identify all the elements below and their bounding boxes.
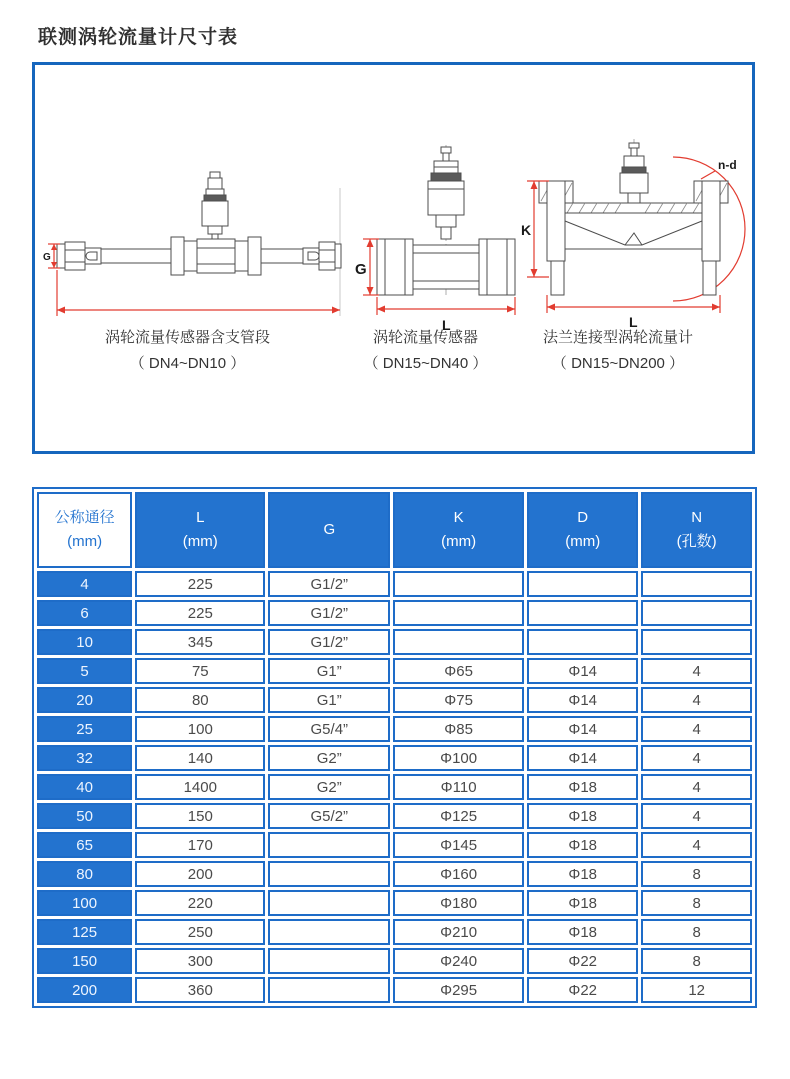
column-header: 公称通径 (mm) xyxy=(37,492,132,568)
table-cell: G1” xyxy=(268,658,390,684)
table-row xyxy=(37,571,752,597)
row-header-dn: 10 xyxy=(37,629,132,655)
table-cell: Φ295 xyxy=(393,977,524,1003)
table-cell: 250 xyxy=(135,919,265,945)
column-header: D (mm) xyxy=(527,492,638,568)
table-cell: Φ65 xyxy=(393,658,524,684)
table-row xyxy=(37,861,752,887)
table-row xyxy=(37,629,752,655)
caption-text: 涡轮流量传感器含支管段 xyxy=(104,329,270,346)
table-cell: 150 xyxy=(135,803,265,829)
table-cell: Φ75 xyxy=(393,687,524,713)
table-header xyxy=(37,492,752,568)
table-cell: Φ160 xyxy=(393,861,524,887)
table-cell: Φ180 xyxy=(393,890,524,916)
figure-box xyxy=(32,62,755,454)
table-cell: 4 xyxy=(641,658,752,684)
dim-label-l: L xyxy=(629,314,638,329)
table-cell xyxy=(641,629,752,655)
table-cell: G2” xyxy=(268,745,390,771)
table-cell xyxy=(268,832,390,858)
column-header: K (mm) xyxy=(393,492,524,568)
figure-turbine-sensor xyxy=(355,143,537,333)
table-row xyxy=(37,687,752,713)
row-header-dn: 4 xyxy=(37,571,132,597)
table-cell: 4 xyxy=(641,832,752,858)
table-cell: 80 xyxy=(135,687,265,713)
caption-text: 涡轮流量传感器 xyxy=(372,329,478,346)
dim-label-k: K xyxy=(521,222,532,238)
table-cell: 140 xyxy=(135,745,265,771)
table-row xyxy=(37,600,752,626)
caption-range: （ DN4~DN10 ） xyxy=(129,355,246,372)
table-cell: Φ18 xyxy=(527,919,638,945)
row-header-dn: 65 xyxy=(37,832,132,858)
table-cell: Φ18 xyxy=(527,774,638,800)
table-cell: G5/2” xyxy=(268,803,390,829)
table-cell: 345 xyxy=(135,629,265,655)
table-cell: Φ14 xyxy=(527,745,638,771)
figure-caption-sensor xyxy=(323,325,528,377)
table-row xyxy=(37,832,752,858)
table-cell: 360 xyxy=(135,977,265,1003)
row-header-dn: 40 xyxy=(37,774,132,800)
table-cell: Φ210 xyxy=(393,919,524,945)
page-title: 联测涡轮流量计尺寸表 xyxy=(38,27,239,48)
table-cell: 225 xyxy=(135,571,265,597)
table-cell xyxy=(641,600,752,626)
table-cell: G2” xyxy=(268,774,390,800)
table-row xyxy=(37,919,752,945)
table-cell: 225 xyxy=(135,600,265,626)
row-header-dn: 6 xyxy=(37,600,132,626)
table-cell: 8 xyxy=(641,861,752,887)
table-cell xyxy=(268,861,390,887)
table-cell: Φ110 xyxy=(393,774,524,800)
table-cell: Φ18 xyxy=(527,890,638,916)
figure-caption-flange xyxy=(503,325,733,377)
table-cell: 75 xyxy=(135,658,265,684)
table-cell: 4 xyxy=(641,803,752,829)
caption-range: （ DN15~DN40 ） xyxy=(363,355,488,372)
table-cell: 4 xyxy=(641,774,752,800)
table-cell: Φ14 xyxy=(527,687,638,713)
dim-label-g: G xyxy=(43,252,51,263)
table-row xyxy=(37,977,752,1003)
figure-flange-flowmeter xyxy=(521,137,749,329)
column-header: G xyxy=(268,492,390,568)
table-cell: 170 xyxy=(135,832,265,858)
row-header-dn: 20 xyxy=(37,687,132,713)
row-header-dn: 200 xyxy=(37,977,132,1003)
figure-caption-branch-pipe xyxy=(35,325,340,377)
table-cell: 12 xyxy=(641,977,752,1003)
table-cell: G1/2” xyxy=(268,571,390,597)
table-cell xyxy=(527,600,638,626)
table-cell: 8 xyxy=(641,890,752,916)
table-cell: G1” xyxy=(268,687,390,713)
table-cell: 4 xyxy=(641,716,752,742)
table-cell: 100 xyxy=(135,716,265,742)
table-cell: 1400 xyxy=(135,774,265,800)
table-cell: Φ18 xyxy=(527,832,638,858)
dimension-table xyxy=(32,487,757,1008)
table-cell xyxy=(268,919,390,945)
table-cell: Φ18 xyxy=(527,861,638,887)
table-cell: 4 xyxy=(641,745,752,771)
table-cell: 200 xyxy=(135,861,265,887)
row-header-dn: 25 xyxy=(37,716,132,742)
table-cell xyxy=(641,571,752,597)
table-cell: 8 xyxy=(641,919,752,945)
table-cell: Φ22 xyxy=(527,948,638,974)
table-cell: G1/2” xyxy=(268,629,390,655)
table-cell: Φ14 xyxy=(527,658,638,684)
dim-label-g: G xyxy=(355,261,367,278)
table-row xyxy=(37,658,752,684)
table-cell xyxy=(393,629,524,655)
row-header-dn: 32 xyxy=(37,745,132,771)
table-cell xyxy=(527,571,638,597)
table-row xyxy=(37,890,752,916)
table-row xyxy=(37,774,752,800)
column-header: L (mm) xyxy=(135,492,265,568)
table-cell: G5/4” xyxy=(268,716,390,742)
row-header-dn: 5 xyxy=(37,658,132,684)
table-cell: Φ240 xyxy=(393,948,524,974)
column-header: N (孔数) xyxy=(641,492,752,568)
row-header-dn: 50 xyxy=(37,803,132,829)
table-cell xyxy=(393,571,524,597)
table-cell: Φ145 xyxy=(393,832,524,858)
row-header-dn: 80 xyxy=(37,861,132,887)
figure-turbine-sensor-branch-pipe xyxy=(43,160,345,340)
table-cell: Φ18 xyxy=(527,803,638,829)
row-header-dn: 125 xyxy=(37,919,132,945)
dim-label-nd: n-d xyxy=(718,158,737,172)
table-cell xyxy=(527,629,638,655)
table-cell xyxy=(268,977,390,1003)
caption-text: 法兰连接型涡轮流量计 xyxy=(542,329,693,346)
table-cell xyxy=(268,948,390,974)
row-header-dn: 100 xyxy=(37,890,132,916)
table-row xyxy=(37,803,752,829)
table-cell: Φ100 xyxy=(393,745,524,771)
dim-label-l: L xyxy=(442,317,451,333)
table-row xyxy=(37,745,752,771)
table-cell: 300 xyxy=(135,948,265,974)
table-cell: 4 xyxy=(641,687,752,713)
caption-range: （ DN15~DN200 ） xyxy=(551,355,685,372)
table-cell: G1/2” xyxy=(268,600,390,626)
table-cell xyxy=(268,890,390,916)
table-row xyxy=(37,716,752,742)
row-header-dn: 150 xyxy=(37,948,132,974)
table-cell: Φ14 xyxy=(527,716,638,742)
table-cell: Φ125 xyxy=(393,803,524,829)
table-cell: Φ85 xyxy=(393,716,524,742)
table-cell xyxy=(393,600,524,626)
table-body xyxy=(37,571,752,1003)
table-cell: Φ22 xyxy=(527,977,638,1003)
table-row xyxy=(37,948,752,974)
table-cell: 8 xyxy=(641,948,752,974)
table-cell: 220 xyxy=(135,890,265,916)
